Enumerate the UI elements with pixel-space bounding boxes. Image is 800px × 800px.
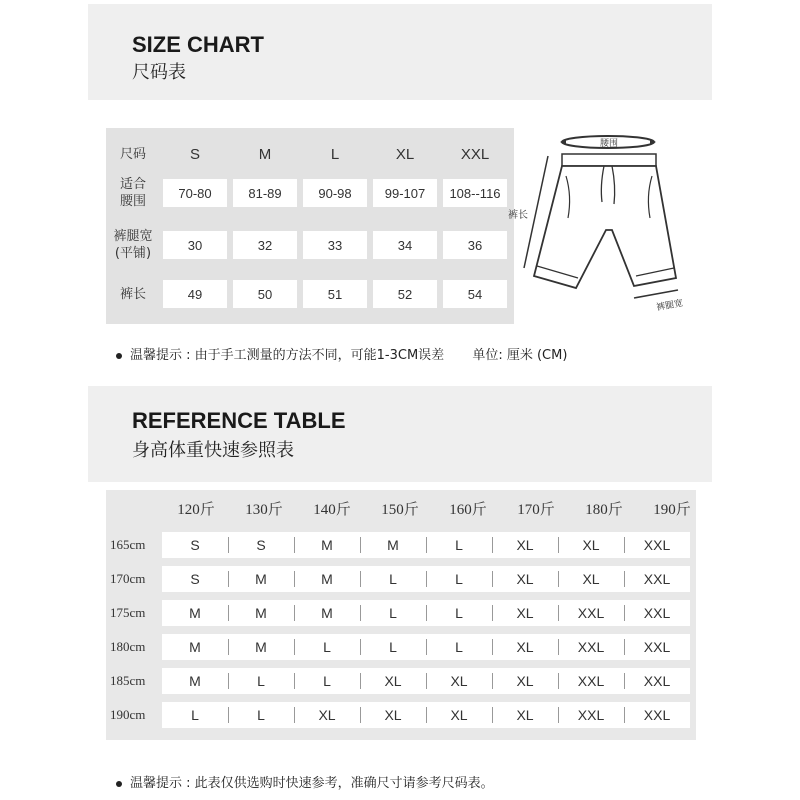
waist-label: 腰围: [600, 139, 619, 149]
size-cell: S: [190, 537, 200, 553]
size-value: 32: [233, 231, 297, 259]
size-cell: L: [228, 668, 294, 694]
reference-subtitle: 身高体重快速参照表: [132, 440, 294, 461]
size-cell: XL: [492, 600, 558, 626]
size-chart-header: [88, 4, 712, 100]
size-cell: M: [189, 605, 201, 621]
size-cell: XL: [426, 668, 492, 694]
size-cell: S: [190, 571, 200, 587]
size-cell: XL: [492, 668, 558, 694]
size-cell: L: [426, 634, 492, 660]
size-cell: XL: [558, 532, 624, 558]
size-cell: M: [228, 600, 294, 626]
size-row-label-line: 裤长: [119, 286, 146, 302]
table-row: [106, 531, 696, 559]
table-row: [106, 667, 696, 695]
size-name: XXL: [460, 145, 490, 163]
size-cell: XL: [294, 702, 360, 728]
size-row-waist: [106, 176, 514, 210]
bullet-icon: [116, 781, 122, 787]
size-value: 90-98: [303, 179, 367, 207]
size-name: L: [330, 145, 340, 163]
size-cell: M: [294, 532, 360, 558]
shorts-diagram: [508, 126, 716, 316]
weight-header: 140斤: [313, 502, 351, 518]
size-name: XL: [395, 145, 415, 163]
size-value: 99-107: [373, 179, 437, 207]
size-value: 52: [373, 280, 437, 308]
size-value: 108--116: [443, 179, 507, 207]
leg-width-label: 裤腿宽: [655, 298, 684, 314]
size-cell: XL: [492, 532, 558, 558]
size-cell: L: [191, 707, 199, 723]
size-cell: XL: [492, 566, 558, 592]
size-cell: M: [294, 600, 360, 626]
height-label: 170cm: [110, 571, 146, 586]
size-cell: S: [228, 532, 294, 558]
size-value: 36: [443, 231, 507, 259]
size-value: 54: [443, 280, 507, 308]
size-value: 49: [163, 280, 227, 308]
weight-header: 130斤: [245, 502, 283, 518]
size-cell: L: [360, 566, 426, 592]
size-cell: XXL: [558, 634, 624, 660]
size-cell: M: [189, 639, 201, 655]
table-row: [106, 633, 696, 661]
size-cell: L: [426, 600, 492, 626]
size-chart-table: [106, 128, 514, 324]
weight-header: 160斤: [449, 502, 487, 518]
size-cell: XXL: [558, 702, 624, 728]
size-cell: XXL: [624, 702, 690, 728]
size-value: 30: [163, 231, 227, 259]
size-cell: XXL: [624, 566, 690, 592]
shorts-illustration: [516, 126, 716, 316]
size-cell: L: [360, 600, 426, 626]
weight-header: 150斤: [381, 502, 419, 518]
size-row-label: [106, 228, 160, 262]
size-row-label-line: 腰围: [119, 194, 146, 209]
size-row-label-line: 裤腿宽: [113, 229, 153, 244]
unit-text: 单位: 厘米 (CM): [472, 348, 568, 363]
height-label: 175cm: [110, 605, 146, 620]
size-cell: XL: [360, 702, 426, 728]
height-label: 180cm: [110, 639, 146, 654]
size-cell: L: [426, 532, 492, 558]
size-row-label: [106, 286, 160, 303]
size-value: 34: [373, 231, 437, 259]
size-cell: L: [426, 566, 492, 592]
size-header-row: [106, 140, 514, 168]
table-row: [106, 565, 696, 593]
weight-header: 180斤: [585, 502, 623, 518]
size-cell: XL: [492, 702, 558, 728]
weight-header: 190斤: [653, 502, 691, 518]
size-value: 81-89: [233, 179, 297, 207]
size-value: 70-80: [163, 179, 227, 207]
reference-header: [88, 386, 712, 482]
length-label: 裤长: [508, 210, 528, 221]
size-value: 51: [303, 280, 367, 308]
size-cell: XXL: [624, 532, 690, 558]
size-cell: M: [189, 673, 201, 689]
size-name: M: [258, 145, 272, 163]
size-row-leg-width: [106, 228, 514, 262]
height-label: 165cm: [110, 537, 146, 552]
table-row: [106, 701, 696, 729]
size-cell: L: [294, 668, 360, 694]
size-cell: XXL: [624, 634, 690, 660]
weight-header: 120斤: [177, 502, 215, 518]
table-row: [106, 599, 696, 627]
size-chart-title: SIZE CHART: [132, 32, 264, 57]
size-row-length: [106, 280, 514, 308]
weight-header-row: [162, 498, 706, 519]
size-cell: XXL: [558, 668, 624, 694]
size-note-text: 温馨提示 : 由于手工测量的方法不同，可能1-3CM误差: [130, 348, 445, 363]
size-cell: XXL: [624, 600, 690, 626]
size-cell: M: [360, 532, 426, 558]
reference-note: [116, 772, 494, 791]
size-value: 33: [303, 231, 367, 259]
size-cell: M: [228, 634, 294, 660]
size-cell: M: [294, 566, 360, 592]
size-cell: XL: [558, 566, 624, 592]
size-row-label: [106, 176, 160, 210]
size-name: S: [189, 145, 200, 163]
size-row-label-line: 适合: [119, 177, 146, 192]
size-cell: L: [360, 634, 426, 660]
size-cell: XL: [426, 702, 492, 728]
size-cell: L: [294, 634, 360, 660]
size-header-label: 尺码: [119, 146, 146, 162]
size-cell: M: [228, 566, 294, 592]
height-label: 190cm: [110, 707, 146, 722]
size-chart-subtitle: 尺码表: [132, 62, 186, 83]
bullet-icon: [116, 353, 122, 359]
reference-table: [106, 490, 696, 740]
reference-title: REFERENCE TABLE: [132, 408, 346, 433]
size-cell: XXL: [624, 668, 690, 694]
size-value: 50: [233, 280, 297, 308]
size-cell: L: [228, 702, 294, 728]
size-cell: XXL: [558, 600, 624, 626]
height-label: 185cm: [110, 673, 146, 688]
size-row-label-line: (平铺): [114, 246, 152, 261]
size-chart-note: [116, 344, 567, 363]
size-cell: XL: [360, 668, 426, 694]
reference-note-text: 温馨提示 : 此表仅供选购时快速参考，准确尺寸请参考尺码表。: [130, 776, 494, 791]
size-cell: XL: [492, 634, 558, 660]
weight-header: 170斤: [517, 502, 555, 518]
